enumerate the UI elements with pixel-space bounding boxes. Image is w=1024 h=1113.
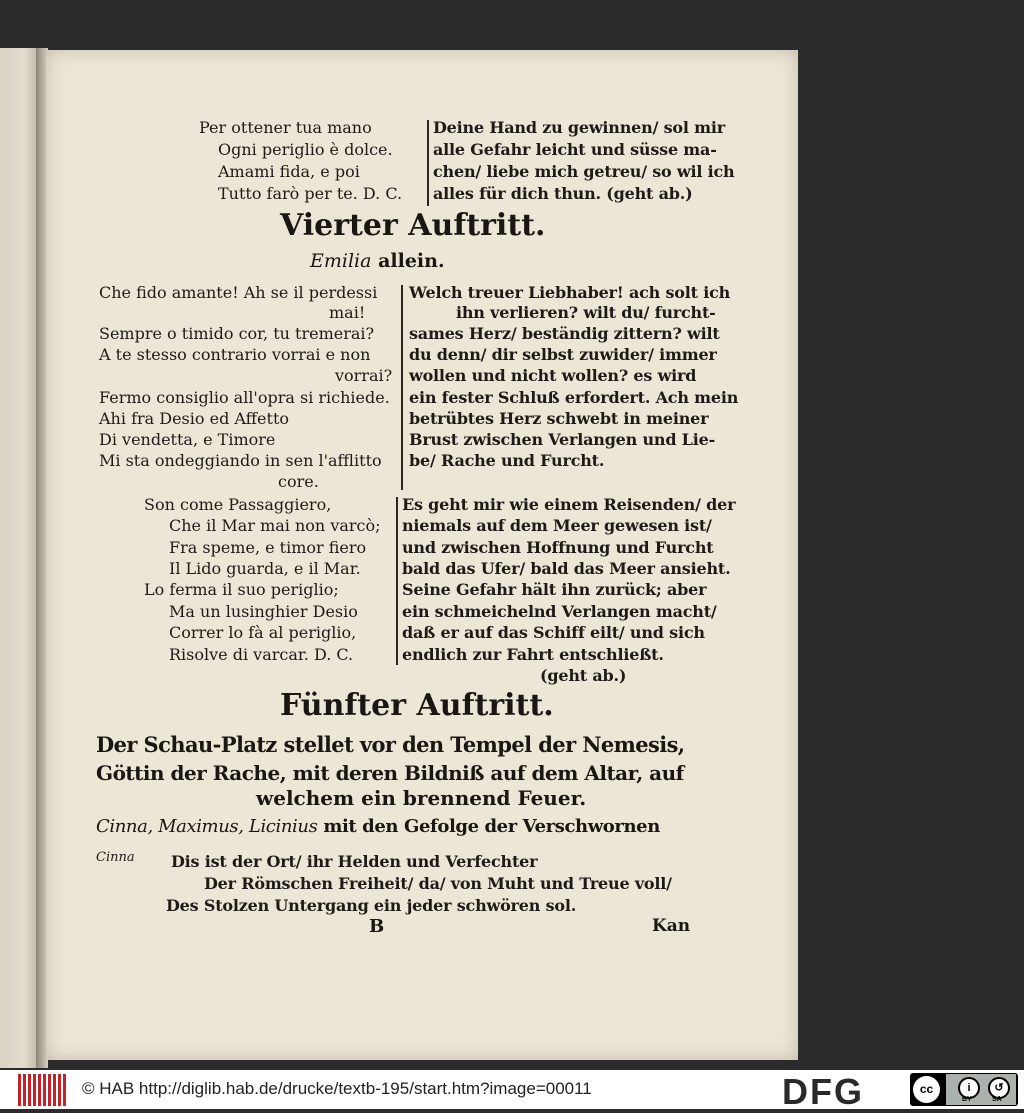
column-rule [396, 497, 398, 665]
stage-note: allein. [378, 250, 445, 272]
italian-line: Ogni periglio è dolce. [218, 140, 393, 159]
signature-mark: B [369, 916, 385, 937]
italian-line: Il Lido guarda, e il Mar. [169, 559, 361, 578]
german-line: niemals auf dem Meer gewesen ist/ [402, 516, 712, 535]
german-line: ein schmeichelnd Verlangen macht/ [402, 602, 717, 621]
persons-line [96, 816, 660, 837]
german-line: Welch treuer Liebhaber! ach solt ich [409, 283, 731, 302]
german-line: Es geht mir wie einem Reisenden/ der [402, 495, 736, 514]
italian-line: Son come Passaggiero, [144, 495, 332, 514]
by-label: BY [962, 1096, 972, 1103]
verse-line: Des Stolzen Untergang ein jeder schwören sol. [166, 896, 577, 915]
italian-line: vorrai? [335, 366, 393, 385]
german-line: endlich zur Fahrt entschließt. [402, 645, 664, 664]
hab-logo [18, 1074, 66, 1106]
italian-line: Che il Mar mai non varcò; [169, 516, 381, 535]
left-page-edge [0, 48, 40, 1068]
german-line: Brust zwischen Verlangen und Lie- [409, 430, 716, 449]
german-line: be/ Rache und Furcht. [409, 451, 605, 470]
german-line: alles für dich thun. (geht ab.) [433, 184, 693, 203]
scene-setting: welchem ein brennend Feuer. [256, 786, 587, 810]
italian-line: Amami fida, e poi [218, 162, 360, 181]
german-line: chen/ liebe mich getreu/ so wil ich [433, 162, 735, 181]
catchword: Kan [652, 916, 691, 936]
italian-line: core. [278, 472, 319, 491]
viewer-footer [0, 1070, 1024, 1112]
attribution-icon: i [958, 1077, 980, 1099]
license-terms [946, 1074, 1016, 1105]
italian-line: Ahi fra Desio ed Affetto [99, 409, 289, 428]
italian-line: Di vendetta, e Timore [99, 430, 276, 449]
german-line: wollen und nicht wollen? es wird [409, 366, 697, 385]
dfg-logo: DFG [782, 1071, 864, 1112]
italian-line: Che fido amante! Ah se il perdessi [99, 283, 378, 302]
german-line: du denn/ dir selbst zuwider/ immer [409, 345, 717, 364]
stage-direction: (geht ab.) [540, 666, 627, 685]
column-rule [427, 120, 429, 206]
italian-line: Fra speme, e timor fiero [169, 538, 367, 557]
column-rule [401, 285, 403, 490]
book-page [46, 50, 798, 1060]
scene-subtitle [310, 250, 445, 272]
german-line: alle Gefahr leicht und süsse ma- [433, 140, 717, 159]
italian-line: A te stesso contrario vorrai e non [99, 345, 371, 364]
cc-icon: cc [913, 1076, 940, 1103]
persons-names: Cinna, Maximus, Licinius [96, 816, 318, 837]
italian-line: Per ottener tua mano [199, 118, 372, 137]
german-line: sames Herz/ beständig zittern? wilt [409, 324, 720, 343]
source-link[interactable]: © HAB http://diglib.hab.de/drucke/textb-195/start.htm?image=00011 [82, 1079, 592, 1098]
scene-setting: Göttin der Rache, mit deren Bildniß auf dem Altar, auf [96, 761, 684, 785]
speaker-name: Cinna [96, 850, 135, 865]
scene-title: Vierter Auftritt. [280, 208, 546, 243]
verse-line: Der Römschen Freiheit/ da/ von Muht und Treue voll/ [204, 874, 672, 893]
german-line: betrübtes Herz schwebt in meiner [409, 409, 709, 428]
german-line: daß er auf das Schiff eilt/ und sich [402, 623, 705, 642]
italian-line: Tutto farò per te. D. C. [218, 184, 403, 203]
scene-setting: Der Schau-Platz stellet vor den Tempel der Nemesis, [96, 732, 685, 757]
italian-line: mai! [329, 303, 366, 322]
sa-label: SA [992, 1096, 1002, 1103]
german-line: und zwischen Hoffnung und Furcht [402, 538, 714, 557]
italian-line: Correr lo fà al periglio, [169, 623, 357, 642]
italian-line: Sempre o timido cor, tu tremerai? [99, 324, 375, 343]
character-name: Emilia [310, 250, 372, 272]
german-line: ihn verlieren? wilt du/ furcht- [456, 303, 716, 322]
italian-line: Risolve di varcar. D. C. [169, 645, 354, 664]
german-line: Seine Gefahr hält ihn zurück; aber [402, 580, 707, 599]
german-line: bald das Ufer/ bald das Meer ansieht. [402, 559, 731, 578]
italian-line: Fermo consiglio all'opra si richiede. [99, 388, 390, 407]
verse-line: Dis ist der Ort/ ihr Helden und Verfechter [171, 852, 538, 871]
scene-title: Fünfter Auftritt. [280, 688, 554, 723]
cc-license-badge[interactable] [910, 1073, 1018, 1106]
italian-line: Mi sta ondeggiando in sen l'afflitto [99, 451, 382, 470]
italian-line: Ma un lusinghier Desio [169, 602, 358, 621]
share-alike-icon: ↺ [988, 1077, 1010, 1099]
italian-line: Lo ferma il suo periglio; [144, 580, 339, 599]
german-line: Deine Hand zu gewinnen/ sol mir [433, 118, 725, 137]
persons-note: mit den Gefolge der Verschwornen [323, 816, 660, 837]
german-line: ein fester Schluß erfordert. Ach mein [409, 388, 739, 407]
